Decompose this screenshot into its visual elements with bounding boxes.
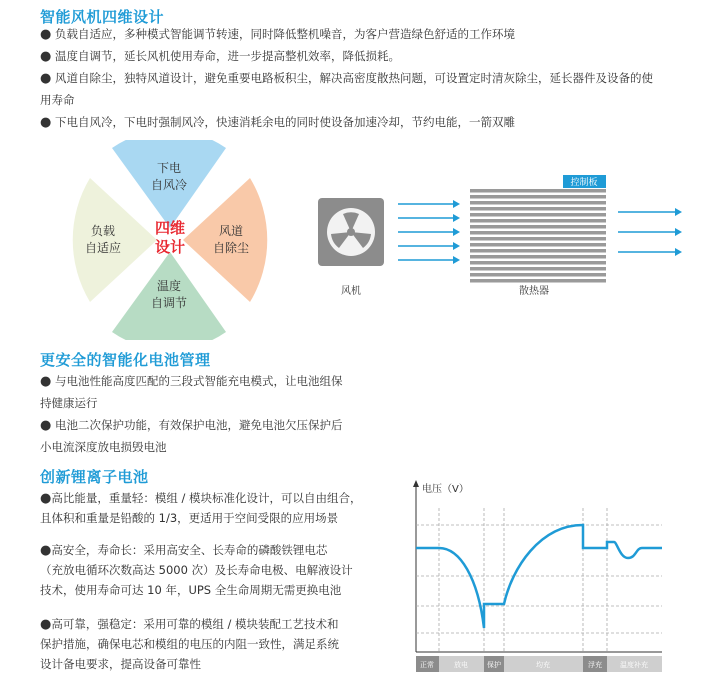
fan-bullet-3-cont: 用寿命 — [40, 93, 75, 107]
bullet-dot-icon: ● — [40, 617, 52, 632]
four-dimension-diagram — [60, 140, 270, 340]
petal-right-line1: 风道 — [218, 224, 244, 238]
battery-mgmt-bullet-2-cont: 小电流深度放电损毁电池 — [40, 440, 167, 454]
bullet-dot-icon: ● — [40, 115, 52, 130]
voltage-axis-label: 电压（V） — [422, 484, 469, 495]
li-para-text: 高可靠，强稳定：采用可靠的模组 / 模块装配工艺技术和 — [51, 617, 339, 631]
li-para-1-line2: 且体积和重量是铅酸的 1/3，更适用于空间受限的应用场景 — [40, 511, 339, 525]
fan-bullet-text: 温度自调节，延长风机使用寿命，进一步提高整机效率，降低损耗。 — [55, 49, 400, 63]
battery-mgmt-bullet-1-cont: 持健康运行 — [40, 396, 98, 410]
heatsink-fin — [470, 243, 606, 247]
li-para-3-line1 — [40, 614, 339, 635]
center-title-line2: 设计 — [154, 238, 186, 256]
heatsink-fin — [470, 279, 606, 283]
fan-label: 风机 — [341, 286, 361, 297]
heatsink-fin — [470, 201, 606, 205]
li-para-3-line3: 设计备电要求，提高设备可靠性 — [40, 657, 201, 671]
outlet-arrows — [618, 208, 682, 256]
airflow-diagram — [310, 170, 705, 305]
heatsink-fin — [470, 273, 606, 277]
voltage-curve-diagram — [400, 478, 670, 678]
phase-protect: 保护 — [487, 661, 501, 669]
control-board-label: 控制板 — [570, 178, 598, 188]
bullet-dot-icon: ● — [40, 543, 52, 558]
heatsink-fin — [470, 207, 606, 211]
petal-left-line1: 负载 — [90, 224, 116, 238]
heatsink-fin — [470, 255, 606, 259]
petal-top-line2: 自风冷 — [150, 178, 188, 192]
center-title-line1: 四维 — [154, 219, 186, 237]
heatsink-fin — [470, 195, 606, 199]
battery-mgmt-text: 电池二次保护功能，有效保护电池，避免电池欠压保护后 — [55, 418, 343, 432]
petal-right-line2: 自除尘 — [212, 241, 250, 255]
fan-bullet-3 — [40, 68, 653, 89]
li-para-text: 高比能量，重量轻：模组 / 模块标准化设计，可以自由组合， — [51, 491, 362, 505]
fan-bullet-4 — [40, 112, 515, 133]
battery-mgmt-title: 更安全的智能化电池管理 — [40, 351, 211, 369]
li-para-3-line2: 保护措施，确保电芯和模组的电压的内阻一致性，满足系统 — [40, 637, 339, 651]
phase-float: 浮充 — [588, 661, 602, 669]
heatsink-fin — [470, 189, 606, 193]
heatsink-fin — [470, 231, 606, 235]
phase-equalize: 均充 — [536, 661, 550, 669]
heatsink-fin — [470, 261, 606, 265]
petal-left-line2: 自适应 — [84, 241, 122, 255]
bullet-dot-icon: ● — [40, 49, 52, 64]
gridlines — [416, 508, 662, 652]
fan-bullet-text: 风道自除尘，独特风道设计，避免重要电路板积尘，解决高密度散热问题，可设置定时清灰除尘，延长器件及设备的使 — [55, 71, 653, 85]
bullet-dot-icon: ● — [40, 418, 52, 433]
petal-left — [73, 178, 157, 302]
li-para-2-line1 — [40, 540, 327, 561]
bullet-dot-icon: ● — [40, 27, 52, 42]
li-para-1-line1 — [40, 488, 362, 509]
heatsink-fin — [470, 225, 606, 229]
bullet-dot-icon: ● — [40, 71, 52, 86]
fan-bullet-2 — [40, 46, 400, 67]
fan-bullet-text: 下电自风冷，下电时强制风冷，快速消耗余电的同时使设备加速冷却，节约电能，一箭双雕 — [55, 115, 515, 129]
heatsink-fin — [470, 219, 606, 223]
heatsink-fins — [470, 189, 606, 283]
petal-top-line1: 下电 — [156, 161, 182, 175]
heatsink-fin — [470, 237, 606, 241]
battery-mgmt-text: 与电池性能高度匹配的三段式智能充电模式，让电池组保 — [55, 374, 343, 388]
li-para-2-line2: （充放电循环次数高达 5000 次）及长寿命电极、电解液设计 — [40, 563, 353, 577]
bullet-dot-icon: ● — [40, 374, 52, 389]
li-battery-title: 创新锂离子电池 — [40, 468, 149, 486]
li-para-2-line3: 技术，使用寿命可达 10 年，UPS 全生命周期无需更换电池 — [40, 583, 342, 597]
heatsink-label: 散热器 — [519, 286, 549, 297]
fan-bullet-text: 负载自适应，多种模式智能调节转速，同时降低整机噪音，为客户营造绿色舒适的工作环境 — [55, 27, 515, 41]
inlet-arrows — [398, 200, 460, 264]
heatsink-fin — [470, 213, 606, 217]
bullet-dot-icon: ● — [40, 491, 52, 506]
voltage-curve — [416, 525, 662, 628]
phase-temp-comp: 温度补充 — [620, 661, 648, 669]
heatsink-fin — [470, 267, 606, 271]
battery-mgmt-bullet-1 — [40, 371, 343, 392]
fan-section-title: 智能风机四维设计 — [40, 8, 165, 26]
petal-bottom-line1: 温度 — [156, 279, 182, 293]
petal-bottom-line2: 自调节 — [150, 296, 188, 310]
li-para-text: 高安全，寿命长：采用高安全、长寿命的磷酸铁锂电芯 — [51, 543, 328, 557]
phase-normal: 正常 — [420, 661, 434, 669]
battery-mgmt-bullet-2 — [40, 415, 343, 436]
phase-discharge: 放电 — [454, 661, 468, 669]
fan-bullet-1 — [40, 24, 515, 45]
heatsink-fin — [470, 249, 606, 253]
petal-right — [183, 178, 267, 302]
y-axis-arrow-icon — [413, 480, 419, 487]
